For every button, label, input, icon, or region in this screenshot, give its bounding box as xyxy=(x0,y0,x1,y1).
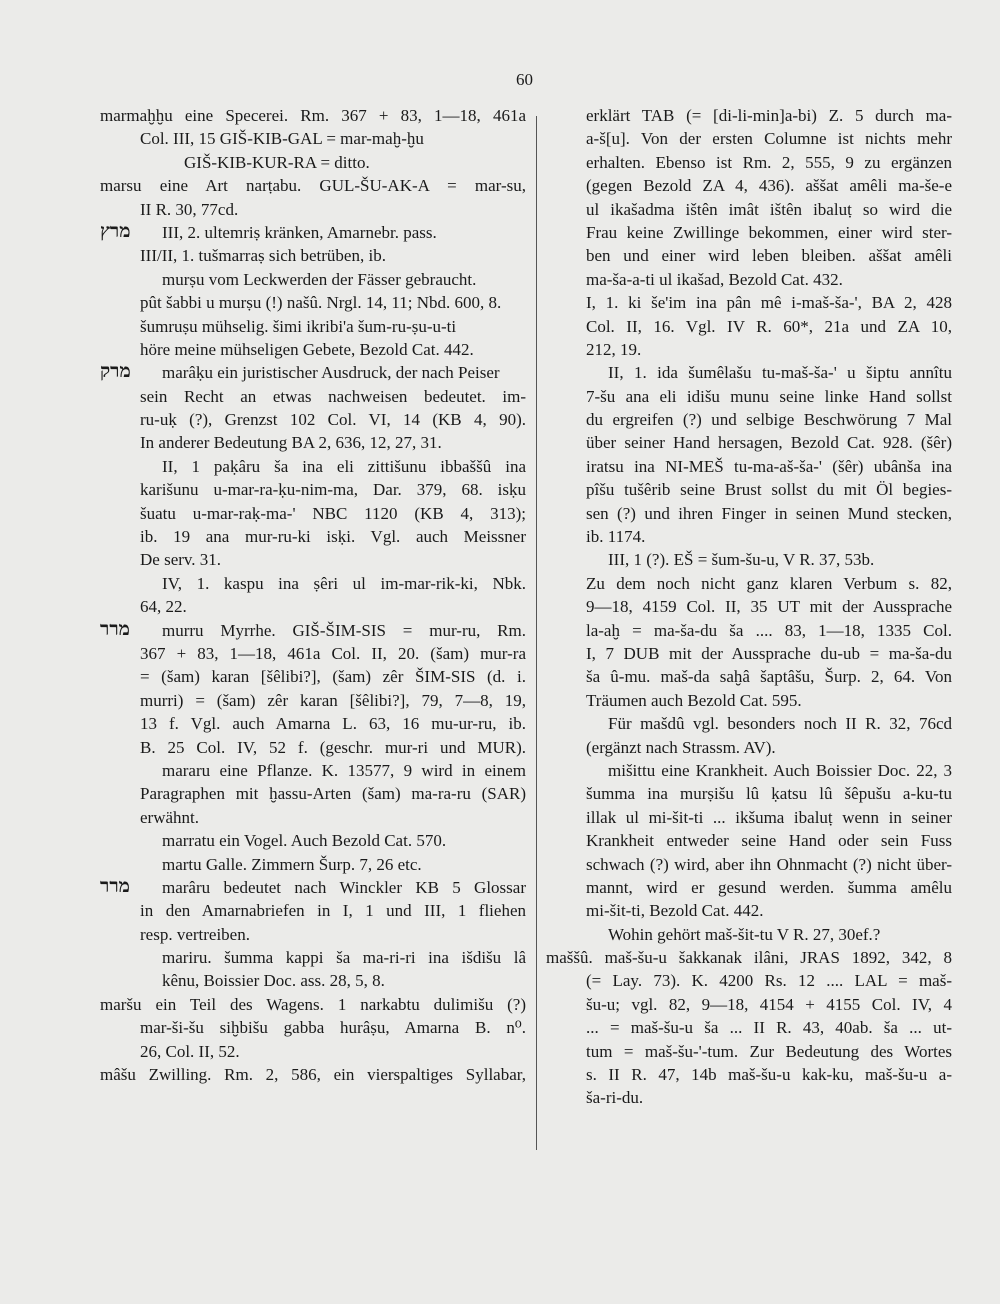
line-text: resp. vertreiben. xyxy=(140,924,250,944)
text-line xyxy=(546,291,952,314)
line-text: 26, Col. II, 52. xyxy=(140,1041,240,1061)
line-text: ma-ša-a-ti ul ikašad, Bezold Cat. 432. xyxy=(586,269,843,289)
line-text: murru Myrrhe. GIŠ-ŠIM-SIS = mur-ru, Rm. xyxy=(162,620,526,640)
text-line xyxy=(100,174,526,197)
text-line xyxy=(546,619,952,642)
text-line xyxy=(546,829,952,852)
line-text: schwach (?) wird, aber ihn Ohnmacht (?) nicht über- xyxy=(586,854,952,874)
line-text: pîšu tušêrib seine Brust sollst du mit Öl begies- xyxy=(586,480,952,500)
line-text: B. 25 Col. IV, 52 f. (geschr. mur-ri und MUR). xyxy=(140,737,526,757)
line-text: a-š[u]. Von der ersten Columne ist nichts mehr xyxy=(586,129,952,149)
line-text: In anderer Bedeutung BA 2, 636, 12, 27, 31. xyxy=(140,433,442,453)
text-line xyxy=(100,151,526,174)
line-text: šu-u; vgl. 82, 9—18, 4154 + 4155 Col. IV, 4 xyxy=(586,994,952,1014)
text-line xyxy=(100,1040,526,1063)
text-line xyxy=(100,736,526,759)
line-text: De serv. 31. xyxy=(140,550,222,570)
line-text: murṣu vom Leckwerden der Fässer gebraucht. xyxy=(162,269,477,289)
line-text: = (šam) karan [šêlibi?], (šam) zêr ŠIM-SIS (d. i. xyxy=(140,667,526,687)
text-line xyxy=(546,923,952,946)
text-line xyxy=(100,127,526,150)
text-line xyxy=(546,1040,952,1063)
line-text: ša-ri-du. xyxy=(586,1088,644,1108)
line-text: erklärt TAB (= [di-li-min]a-bi) Z. 5 durch ma- xyxy=(586,106,952,125)
text-line xyxy=(100,712,526,735)
text-line xyxy=(100,876,526,899)
line-text: martu Galle. Zimmern Šurp. 7, 26 etc. xyxy=(162,854,422,874)
line-text: karišunu u-mar-ra-ḳu-nim-ma, Dar. 379, 68. isḳu xyxy=(140,480,526,500)
line-text: sein Recht an etwas nachweisen bedeutet. im- xyxy=(140,386,526,406)
line-text: ša û-mu. maš-da saḫâ šaptâšu, Šurp. 2, 64. Von xyxy=(586,667,952,687)
line-text: in den Amarnabriefen in I, 1 und III, 1 fliehen xyxy=(140,901,526,921)
line-text: mâšu Zwilling. Rm. 2, 586, ein vierspaltiges Syllabar, xyxy=(100,1065,526,1085)
line-text: Col. III, 15 GIŠ-KIB-GAL = mar-maḫ-ḫu xyxy=(140,129,424,149)
line-text: Zu dem noch nicht ganz klaren Verbum s. 82, xyxy=(586,573,952,593)
text-line xyxy=(100,338,526,361)
line-text: marmaḫḫu eine Specerei. Rm. 367 + 83, 1—18, 461a xyxy=(100,106,526,125)
text-line xyxy=(546,993,952,1016)
line-text: ... = maš-šu-u ša ... II R. 43, 40ab. ša ... ut- xyxy=(586,1018,952,1038)
line-text: 212, 19. xyxy=(586,339,642,359)
line-text: (ergänzt nach Strassm. AV). xyxy=(586,737,776,757)
line-text: höre meine mühseligen Gebete, Bezold Cat. 442. xyxy=(140,339,474,359)
column-divider xyxy=(536,116,537,1150)
line-text: ib. 19 ana mur-ru-ki isḳi. Vgl. auch Meissner xyxy=(140,527,526,547)
text-line xyxy=(100,198,526,221)
text-line xyxy=(100,104,526,127)
line-text: du ergreifen (?) und selbige Beschwörung 7 Mal xyxy=(586,410,952,430)
text-line xyxy=(100,993,526,1016)
line-text: iratsu ina NI-MEŠ tu-ma-aš-ša-' (šêr) ubânša ina xyxy=(586,456,952,476)
text-line xyxy=(100,1063,526,1086)
line-text: II, 1 paḳâru ša ina eli zittišunu ibbaššû ina xyxy=(162,456,526,476)
text-line xyxy=(546,806,952,829)
line-text: marâḳu ein juristischer Ausdruck, der nach Peiser xyxy=(162,363,500,383)
text-line xyxy=(546,642,952,665)
text-line xyxy=(100,642,526,665)
line-text: mi-šit-ti, Bezold Cat. 442. xyxy=(586,901,764,921)
text-line xyxy=(546,782,952,805)
line-text: sen (?) und ihren Finger in seinen Mund stecken, xyxy=(586,503,952,523)
line-text: Col. II, 16. Vgl. IV R. 60*, 21a und ZA 10, xyxy=(586,316,952,336)
line-text: tum = maš-šu-'-tum. Zur Bedeutung des Wortes xyxy=(586,1041,952,1061)
line-text: maššû. maš-šu-u šakkanak ilâni, JRAS 1892, 342, 8 xyxy=(546,948,952,968)
text-line xyxy=(546,268,952,291)
text-line xyxy=(546,1063,952,1086)
text-line xyxy=(100,315,526,338)
line-text: ru-uḳ (?), Grenzst 102 Col. VI, 14 (KB 4, 90). xyxy=(140,410,526,430)
line-text: ul ikašadma ištên imât ištên ibaluṭ so wird die xyxy=(586,199,952,219)
text-line xyxy=(546,174,952,197)
line-text: 7-šu ana eli idišu munu seine linke Hand sollst xyxy=(586,386,952,406)
text-line xyxy=(100,572,526,595)
line-text: mar-ši-šu siḫbišu gabba hurâṣu, Amarna B. n⁰. xyxy=(140,1018,526,1038)
text-line xyxy=(100,525,526,548)
line-text: ben und einer wird leben bleiben. aššat amêli xyxy=(586,246,952,266)
text-line xyxy=(546,221,952,244)
text-line xyxy=(100,829,526,852)
text-line xyxy=(100,478,526,501)
line-text: III, 1 (?). EŠ = šum-šu-u, V R. 37, 53b. xyxy=(608,550,875,570)
text-line xyxy=(100,969,526,992)
text-line xyxy=(546,104,952,127)
line-text: II R. 30, 77cd. xyxy=(140,199,239,219)
line-text: (gegen Bezold ZA 4, 436). aššat amêli ma-še-e xyxy=(586,176,952,196)
line-text: 367 + 83, 1—18, 461a Col. II, 20. (šam) mur-ra xyxy=(140,643,526,663)
line-text: III, 2. ultemriṣ kränken, Amarnebr. pass. xyxy=(162,222,437,242)
text-line xyxy=(100,619,526,642)
line-text: IV, 1. kaspu ina ṣêri ul im-mar-rik-ki, Nbk. xyxy=(162,573,526,593)
text-line xyxy=(100,431,526,454)
line-text: šumma ina murṣišu lû ḳatsu lû šêpušu a-ku-tu xyxy=(586,784,952,804)
line-text: GIŠ-KIB-KUR-RA = ditto. xyxy=(184,152,370,172)
line-text: marâru bedeutet nach Winckler KB 5 Glossar xyxy=(162,877,526,897)
text-line xyxy=(100,221,526,244)
line-text: mararu eine Pflanze. K. 13577, 9 wird in einem xyxy=(162,760,526,780)
line-text: mišittu eine Krankheit. Auch Boissier Doc. 22, 3 xyxy=(608,760,952,780)
line-text: 64, 22. xyxy=(140,597,187,617)
text-line xyxy=(546,689,952,712)
line-text: (= Lay. 73). K. 4200 Rs. 12 .... LAL = maš- xyxy=(586,971,952,991)
line-text: mariru. šumma kappi ša ma-ri-ri ina išdišu lâ xyxy=(162,948,526,968)
line-text: erwähnt. xyxy=(140,807,200,827)
text-line xyxy=(546,338,952,361)
line-text: 9—18, 4159 Col. II, 35 UT mit der Aussprache xyxy=(586,597,952,617)
text-line xyxy=(100,455,526,478)
text-line xyxy=(100,595,526,618)
text-line xyxy=(546,385,952,408)
text-line xyxy=(100,923,526,946)
text-line xyxy=(546,127,952,150)
text-line xyxy=(546,736,952,759)
text-line xyxy=(546,969,952,992)
text-line xyxy=(546,244,952,267)
text-line xyxy=(546,198,952,221)
text-line xyxy=(100,946,526,969)
text-line xyxy=(100,899,526,922)
text-line xyxy=(546,1016,952,1039)
text-line xyxy=(546,899,952,922)
text-line xyxy=(100,782,526,805)
text-line xyxy=(100,759,526,782)
text-line xyxy=(546,759,952,782)
line-text: Frau keine Zwillinge bekommen, einer wird ster- xyxy=(586,222,952,242)
hebrew-root-label: מרר xyxy=(100,875,130,897)
text-line xyxy=(546,853,952,876)
text-line xyxy=(100,291,526,314)
text-line xyxy=(546,408,952,431)
line-text: pût šabbi u murṣu (!) našû. Nrgl. 14, 11; Nbd. 600, 8. xyxy=(140,293,502,313)
text-line xyxy=(546,712,952,735)
text-line xyxy=(100,689,526,712)
line-text: über seiner Hand hersagen, Bezold Cat. 928. (šêr) xyxy=(586,433,952,453)
text-line xyxy=(100,806,526,829)
hebrew-root-label: מרר xyxy=(100,618,130,640)
line-text: 13 f. Vgl. auch Amarna L. 63, 16 mu-ur-ru, ib. xyxy=(140,714,526,734)
line-text: murri) = (šam) zêr karan [šêlibi?], 79, 7—8, 19, xyxy=(140,690,526,710)
line-text: Für mašdû vgl. besonders noch II R. 32, 76cd xyxy=(608,714,952,734)
line-text: šumruṣu mühselig. šimi ikribi'a šum-ru-ṣu-u-ti xyxy=(140,316,457,336)
line-text: s. II R. 47, 14b maš-šu-u kak-ku, maš-šu-u a- xyxy=(586,1065,952,1085)
line-text: Träumen auch Bezold Cat. 595. xyxy=(586,690,802,710)
line-text: II, 1. ida šumêlašu tu-maš-ša-' u šiptu annîtu xyxy=(608,363,952,383)
hebrew-root-label: מרץ xyxy=(100,219,131,242)
line-text: I, 7 DUB mit der Aussprache du-ub = ma-ša-du xyxy=(586,643,952,663)
line-text: III/II, 1. tušmarraṣ sich betrüben, ib. xyxy=(140,246,386,266)
line-text: illak ul mi-šit-ti ... ikšuma ibaluṭ wenn in seiner xyxy=(586,807,952,827)
text-line xyxy=(546,478,952,501)
line-text: ib. 1174. xyxy=(586,527,646,547)
text-line xyxy=(546,315,952,338)
text-line xyxy=(100,361,526,384)
line-text: marsu eine Art narṭabu. GUL-ŠU-AK-A = mar-su, xyxy=(100,176,526,196)
text-line xyxy=(100,548,526,571)
text-line xyxy=(546,572,952,595)
text-line xyxy=(100,244,526,267)
text-line xyxy=(100,385,526,408)
text-line xyxy=(546,525,952,548)
line-text: Krankheit entweder seine Hand oder sein Fuss xyxy=(586,831,952,851)
line-text: Paragraphen mit ḫassu-Arten (šam) ma-ra-ru (SAR) xyxy=(140,784,526,804)
text-line xyxy=(546,431,952,454)
line-text: šuatu u-mar-raḳ-ma-' NBC 1120 (KB 4, 313); xyxy=(140,503,526,523)
text-line xyxy=(546,548,952,571)
text-line xyxy=(546,455,952,478)
text-line xyxy=(546,876,952,899)
line-text: kênu, Boissier Doc. ass. 28, 5, 8. xyxy=(162,971,385,991)
left-column xyxy=(100,104,526,1086)
line-text: Wohin gehört maš-šit-tu V R. 27, 30ef.? xyxy=(608,924,881,944)
page-number: 60 xyxy=(516,70,533,89)
text-line xyxy=(100,853,526,876)
line-text: I, 1. ki še'im ina pân mê i-maš-ša-', BA 2, 428 xyxy=(586,293,952,313)
text-line xyxy=(546,151,952,174)
line-text: maršu ein Teil des Wagens. 1 narkabtu dulimišu (?) xyxy=(100,994,526,1014)
right-column xyxy=(546,104,952,1110)
text-line xyxy=(100,408,526,431)
line-text: marratu ein Vogel. Auch Bezold Cat. 570. xyxy=(162,831,447,851)
text-line xyxy=(546,502,952,525)
line-text: mannt, wird er gesund werden. šumma amêlu xyxy=(586,877,952,897)
text-line xyxy=(546,665,952,688)
text-line xyxy=(546,361,952,384)
hebrew-root-label: מרק xyxy=(100,360,131,383)
text-line xyxy=(100,665,526,688)
line-text: la-aḫ = ma-ša-du ša .... 83, 1—18, 1335 Col. xyxy=(586,620,952,640)
line-text: erhalten. Ebenso ist Rm. 2, 555, 9 zu ergänzen xyxy=(586,152,952,172)
text-line xyxy=(546,946,952,969)
text-line xyxy=(100,1016,526,1039)
text-line xyxy=(546,1086,952,1109)
text-line xyxy=(100,268,526,291)
text-line xyxy=(546,595,952,618)
text-line xyxy=(100,502,526,525)
